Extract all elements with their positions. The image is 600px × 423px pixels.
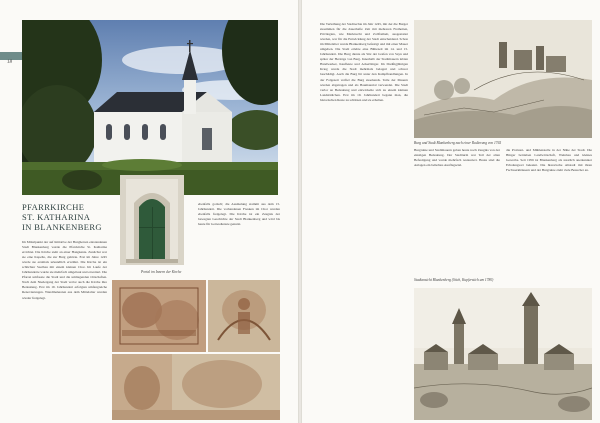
castle-drawing <box>414 20 592 138</box>
title-line-3: IN BLANKENBERG <box>22 222 102 232</box>
right-paragraph-1: Die Verleihung der Stadtrechte im Jahr 1245, mit der die Burger zusammen für die dauerhafte Zeit mit mehreren Freiheiten, Privilegien, wie Marktrecht und Zollfreiheit, ausgestattet wurden, war für die Entwicklung der Stadt entscheidend. Schon im Mittelalter wurde Blankenberg befestigt und mit einer Mauer umgeben. Die Stadt erlebte eine Blütezeit im 14. und 15. Jahrhundert. Die Burg diente als Sitz der Grafen von Sayn und später der Herzöge von Berg. Innerhalb der Stadtmauern lebten Handwerker, Kaufleute und Ackerbürger. Im Dreißigjährigen Krieg wurde die Stadt mehrmals belagert und schwer beschädigt. Auch die Burg litt unter den Kampfhandlungen. In der Folgezeit verfiel die Burg zusehends. Teile der Mauern wurden abgetragen und als Baumaterial verwendet. Die Stadt verlor an Bedeutung und entwickelte sich zu einem kleinen Landstädtchen. Erst im 19. Jahrhundert begann man, die historischen Reste zu schätzen und zu erhalten. <box>320 22 408 102</box>
left-paragraph-2: ebenfalls gotisch; die Ausmalung stammt aus dem 15. Jahrhundert. Die vorhandenen Fresken im Chor wurden ebenfalls freigelegt. Die Kirche ist ein Zeugnis der bewegten Geschichte der Stadt Blankenberg und wird bis heute für Gottesdienste genutzt. <box>198 202 280 227</box>
left-text-column-2 <box>198 202 280 276</box>
left-page <box>0 0 298 423</box>
town-drawing <box>414 288 592 420</box>
door-photo-caption: Portal im Innern der Kirche <box>141 270 182 274</box>
town-drawing-image <box>414 288 592 420</box>
church-photo <box>22 20 278 195</box>
fresco-left-image <box>112 280 206 352</box>
door-photo <box>120 175 184 265</box>
right-text-column-1 <box>320 22 408 420</box>
page-number: 18 <box>7 60 12 65</box>
castle-drawing-caption: Burg und Stadt Blankenberg nach einer Radierung von 1765 <box>414 141 502 145</box>
right-text-column-2 <box>414 148 500 268</box>
title-line-2: ST. KATHARINA <box>22 212 91 222</box>
town-drawing-caption: Stadtansicht Blankenberg (Stich, Kupferstich um 1780) <box>414 278 494 282</box>
fresco-photo-left <box>112 280 206 352</box>
article-title <box>22 202 122 232</box>
fresco-photo-right <box>208 280 280 352</box>
door-photo-image <box>120 175 184 265</box>
left-text-column-1 <box>22 240 107 420</box>
page-tab-marker <box>0 52 22 60</box>
title-line-1: PFARRKIRCHE <box>22 202 85 212</box>
fresco-photo-bottom <box>112 354 280 420</box>
right-paragraph-2: Burgruine und Stadtmauern geben heute noch Zeugnis von der einstigen Bedeutung. Der Stadtturm war Teil der alten Befestigung und wurde mehrfach restauriert. Heute sind die Anlagen ein beliebtes Ausflugsziel. <box>414 148 500 168</box>
castle-drawing-image <box>414 20 592 138</box>
fresco-bottom-image <box>112 354 280 420</box>
church-photo-image <box>22 20 278 195</box>
fresco-right-image <box>208 280 280 352</box>
right-page <box>302 0 600 423</box>
right-paragraph-3: die Probstei- und Mühlenstelle in der Nähe der Stadt. Die Bürger betrieben Landwirtschaft, Weinbau und kleines Gewerbe. Seit 1956 ist Blankenberg als staatlich anerkannter Erholungsort bekannt. Die historische Altstadt mit ihren Fachwerkhäusern und der Burgruine zieht viele Besucher an. <box>506 148 592 173</box>
left-paragraph-1: Im Mittelpunkt der auf Initiative der Burgherren entstandenen Stadt Blankenberg wurde die Pfarrkirche St. Katharina errichtet. Die Kirche steht an einer Hangkante. Zunächst war sie eine Kapelle, die zur Burg gehörte. Erst im Jahre 1245 wurde sie erstmals urkundlich erwähnt. Die Kirche ist ein schlichter Saalbau mit einem kleinen Chor. Im Laufe der Jahrhunderte wurde sie mehrfach umgebaut und erweitert. Die Pfarrei umfasste die Stadt und die umliegenden Ortschaften. Nach dem Niedergang der Stadt verlor auch die Kirche ihre Bedeutung. Erst im 19. Jahrhundert erfolgten umfangreiche Renovierungen. Wandmalereien aus dem Mittelalter wurden wieder freigelegt. <box>22 240 107 300</box>
right-text-column-3 <box>506 148 592 268</box>
